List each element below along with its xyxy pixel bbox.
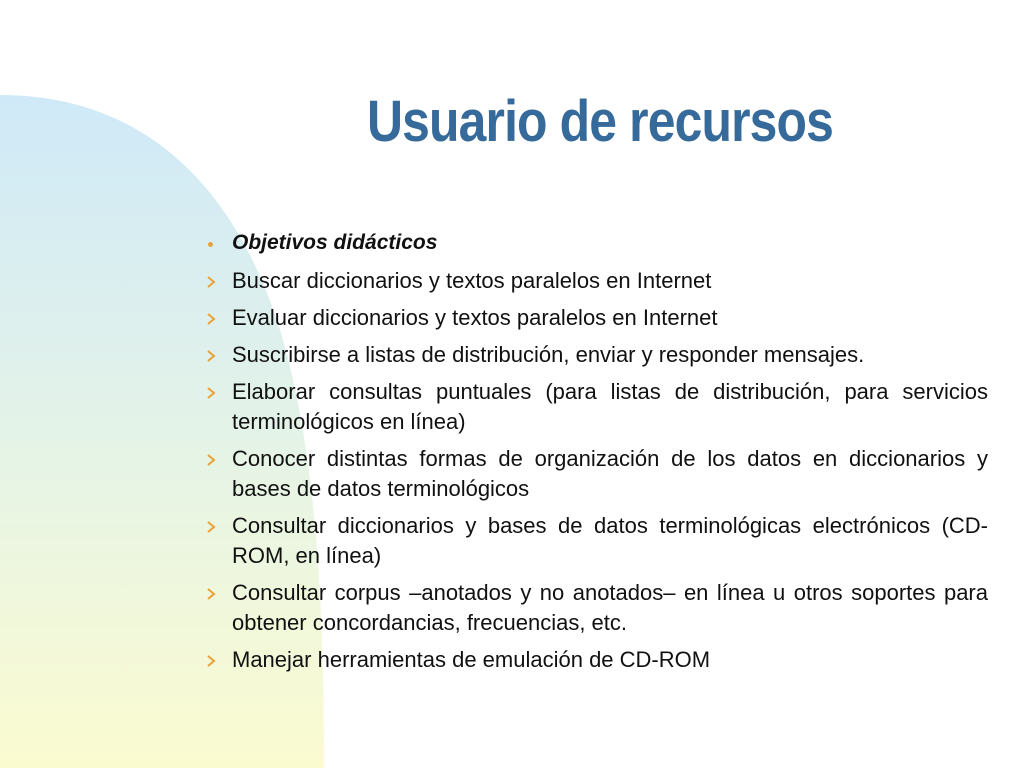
section-heading-row [204, 226, 988, 262]
slide-content [204, 226, 988, 682]
arrow-right-icon [204, 266, 232, 296]
list-item-text: Elaborar consultas puntuales (para listas de distribución, para servicios terminológicos en línea) [232, 379, 988, 434]
list-item [204, 377, 988, 437]
list-item [204, 645, 988, 675]
arrow-right-icon [204, 511, 232, 541]
arrow-right-icon [204, 303, 232, 333]
list-item [204, 340, 988, 370]
list-item-text: Consultar diccionarios y bases de datos terminológicas electrónicos (CD-ROM, en línea) [232, 513, 988, 568]
list-item-text: Conocer distintas formas de organización de los datos en diccionarios y bases de datos terminológicos [232, 446, 988, 501]
arrow-right-icon [204, 645, 232, 675]
arrow-right-icon [204, 578, 232, 608]
list-item-text: Buscar diccionarios y textos paralelos en Internet [232, 268, 712, 293]
arrow-right-icon [204, 377, 232, 407]
list-item [204, 303, 988, 333]
dot-icon [204, 226, 232, 256]
arrow-right-icon [204, 444, 232, 474]
list-item [204, 444, 988, 504]
list-item-text: Evaluar diccionarios y textos paralelos en Internet [232, 305, 718, 330]
list-item-text: Consultar corpus –anotados y no anotados– en línea u otros soportes para obtener concordancias, frecuencias, etc. [232, 580, 988, 635]
list-item-text: Suscribirse a listas de distribución, enviar y responder mensajes. [232, 342, 865, 367]
objectives-list [204, 266, 988, 675]
section-heading: Objetivos didácticos [232, 231, 438, 254]
arrow-right-icon [204, 340, 232, 370]
slide-title: Usuario de recursos [366, 89, 834, 154]
list-item-text: Manejar herramientas de emulación de CD-ROM [232, 647, 711, 672]
list-item [204, 511, 988, 571]
list-item [204, 578, 988, 638]
list-item [204, 266, 988, 296]
